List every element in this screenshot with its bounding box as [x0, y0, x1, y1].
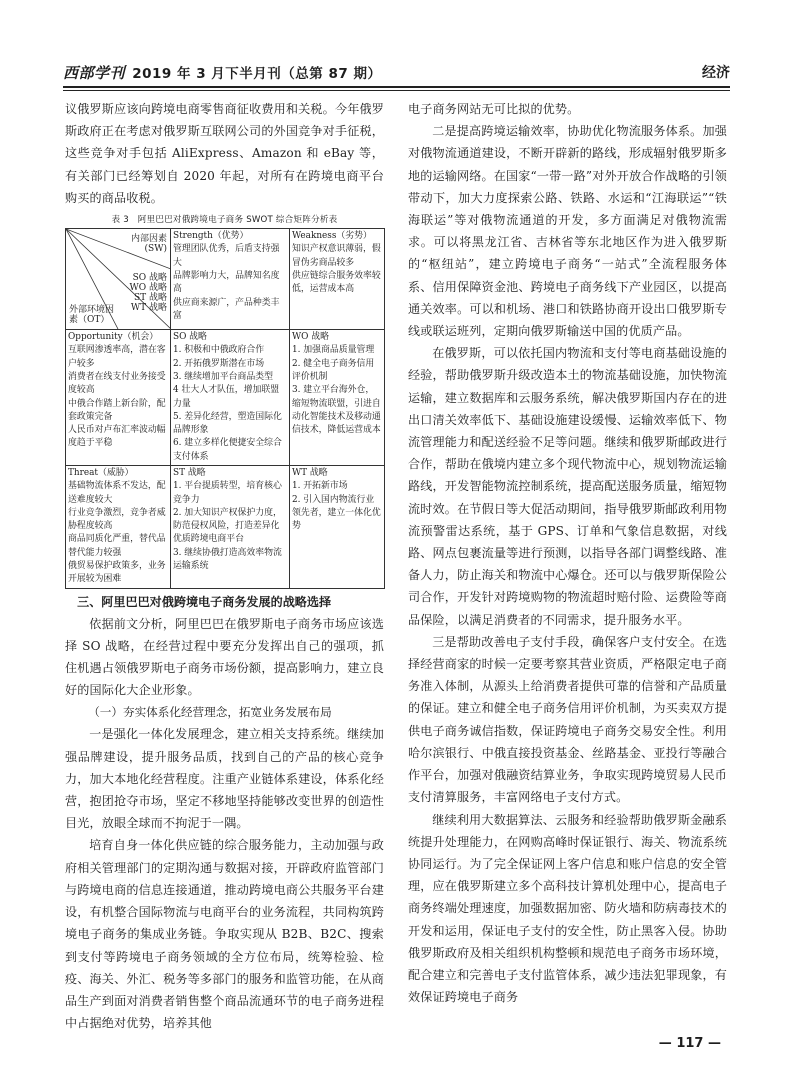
- so-item: 5. 差异化经营，塑造国际化品牌形象: [173, 411, 282, 436]
- intro-paragraph: 议俄罗斯应该向跨境电商零售商征收费用和关税。今年俄罗斯政府正在考虑对俄罗斯互联网公司的外国竞争对手征税，这些竞争对手包括 AliExpress、Amazon 和 eBay 等，有关部门已经筹划自 2020 年起，对所有在跨境电商平台购买的商品收税。: [65, 102, 384, 205]
- opportunity-item: 人民币对卢布汇率波动幅度趋于平稳: [68, 425, 166, 449]
- swot-table: [65, 228, 385, 589]
- st-item: 3. 继续协俄打造高效率物流运输系统: [173, 547, 282, 572]
- weakness-cell: [290, 229, 385, 330]
- threat-item: 基础物流体系不发达，配送难度较大: [68, 481, 166, 505]
- wo-item: 1. 加强商品质量管理: [292, 345, 375, 356]
- header-rule: [63, 86, 730, 88]
- strategy-label-st: ST 战略: [133, 293, 167, 304]
- opportunity-title: Opportunity（机会）: [68, 332, 159, 343]
- right-column: [408, 98, 727, 1008]
- st-strategy-cell: [171, 465, 290, 588]
- journal-masthead: [63, 62, 381, 83]
- paragraph-big-data: 继续利用大数据算法、云服务和经验帮助俄罗斯金融系统提升处理能力，在网购高峰时保证银行、海关、物流系统协同运行。为了完全保证网上客户信息和账户信息的安全管理，应在俄罗斯建立多个高科技计算机处理中心，提高电子商务终端处理速度，加强数据加密、防火墙和防病毒技术的开发和运用，保证电子支付的安全性，防止黑客入侵。协助俄罗斯政府及相关组织机构整顿和规范电子商务市场环境，配合建立和完善电子支付监管体系，减少违法犯罪现象，有效保证跨境电子商务: [408, 812, 727, 1005]
- st-title: ST 战略: [173, 467, 206, 478]
- paragraph-russia-logistics: 在俄罗斯，可以依托国内物流和支付等电商基础设施的经验，帮助俄罗斯升级改造本土的物流基础设施，加快物流运输，建立数据库和云服务系统，解决俄罗斯国内存在的进出口清关效率低下、基础设施建设缓慢、运输效率低下、物流管理能力和配送经验不足等问题。继续和俄罗斯邮政进行合作，帮助在俄境内建立多个现代物流中心，规划物流运输路线，开发智能物流控制系统，提高配送服务质量，缩短物流时效。在节假日等大促活动期间，指导俄罗斯邮政利用物流预警雷达系统，基于 GPS、订单和气象信息数据，对线路、网点包裹流量等进行预测，以指导各部门调整线路、准备人力，防止海关和物流中心爆仓。还可以与俄罗斯保险公司合作，开发针对跨境购物的物流超时赔付险、运费险等商品保险，以满足消费者的不同需求，提升服务水平。: [408, 346, 727, 627]
- paragraph-first-point: 一是强化一体化发展理念，建立相关支持系统。继续加强品牌建设，提升服务品质，找到自己的产品的核心竞争力，加大本地化经营程度。注重产业链体系建设，体系化经营，抱团抢夺市场，坚定不移地坚持能够改变世界的创造性目光，放眼全球而不拘泥于一隅。: [65, 727, 384, 831]
- section-label: 经济: [702, 65, 730, 81]
- weakness-item: 知识产权意识薄弱，假冒伪劣商品较多: [292, 244, 381, 268]
- paragraph-third-point: 三是帮助改善电子支付手段，确保客户支付安全。在选择经营商家的时候一定要考察其营业资质，严格限定电子商务准入体制，从源头上给消费者提供可靠的信誉和产品质量的保证。建立和健全电子商务信用评价机制，为买卖双方提供电子商务诚信指数，保证跨境电子商务交易安全性。利用哈尔滨银行、中俄直接投资基金、丝路基金、亚投行等融合作平台，加强对俄融资结算业务，争取实现跨境贸易人民币支付清算服务，丰富网络电子支付方式。: [408, 634, 727, 805]
- table-corner-cell: [66, 229, 171, 330]
- internal-factor-label: 内部因素(SW): [130, 234, 167, 255]
- paragraph-second-point: 二是提高跨境运输效率，协助优化物流服务体系。加强对俄物流通道建设，不断开辟新的路线，形成辐射俄罗斯多地的运输网络。在国家“一带一路”对外开放合作战略的引领带动下，加大力度探索公路、铁路、水运和“江海联运”“铁海联运”等对俄物流通道的开发，多方面满足对俄物流需求。可以将黑龙江省、吉林省等东北地区作为进入俄罗斯的“枢纽站”，建立跨境电子商务“一站式”全流程服务体系、信用保障资金池、跨境电子商务线下产业园区，以提高通关效率。可以和机场、港口和铁路协商开设出口俄罗斯专线或联运班列，定期向俄罗斯输送中国的优质产品。: [408, 124, 727, 339]
- opportunity-item: 中俄合作踏上新台阶，配套政策完备: [68, 398, 166, 422]
- strategy-label-wt: WT 战略: [130, 303, 167, 314]
- external-factor-label: 外部环境因素（OT）: [69, 305, 115, 326]
- wo-item: 3. 建立平台海外仓，缩短物流联盟，引进自动化智能技术及移动通信技术，降低运营成本: [292, 385, 381, 436]
- opportunity-item: 互联网渗透率高，潜在客户较多: [68, 345, 166, 369]
- wt-title: WT 战略: [292, 467, 328, 478]
- st-item: 2. 加大知识产权保护力度，防范侵权风险，打造差异化优质跨境电商平台: [173, 507, 282, 545]
- threat-cell: [66, 465, 171, 588]
- wt-item: 2. 引入国内物流行业领先者，建立一体化优势: [292, 494, 381, 532]
- weakness-title: Weakness（劣势）: [292, 231, 372, 242]
- weakness-item: 供应链综合服务效率较低，运营成本高: [292, 270, 381, 295]
- strength-title: Strength（优势）: [173, 231, 249, 242]
- so-item: 1. 积极和中俄政府合作: [173, 345, 265, 356]
- strength-item: 管理团队优秀，后盾支持强大: [173, 244, 280, 268]
- strength-item: 供应商来源广，产品种类丰富: [173, 297, 280, 321]
- section-heading-3: 三、阿里巴巴对俄跨境电子商务发展的战略选择: [77, 594, 332, 609]
- page-number: — 117 —: [658, 1036, 721, 1051]
- so-strategy-paragraph: 依据前文分析，阿里巴巴在俄罗斯电子商务市场应该选择 SO 战略，在经营过程中要充分发挥出自己的强项，抓住机遇占领俄罗斯电子商务市场份额，提高影响力，建立良好的国际化大企业形象。: [65, 616, 384, 698]
- strategy-label-so: SO 战略: [132, 273, 167, 284]
- wo-strategy-cell: [290, 330, 385, 466]
- so-item: 4 壮大人才队伍，增加联盟力量: [173, 385, 280, 409]
- so-item: 3. 继续增加平台商品类型: [173, 371, 274, 382]
- header-rule-thin: [63, 90, 730, 91]
- issue-info: 2019 年 3 月下半月刊（总第 87 期）: [132, 66, 382, 82]
- strategy-label-wo: WO 战略: [129, 283, 167, 294]
- wo-item: 2. 健全电子商务信用评价机制: [292, 358, 375, 382]
- opportunity-cell: [66, 330, 171, 466]
- wt-item: 1. 开拓新市场: [292, 481, 348, 492]
- subsection-heading-1: （一）夯实体系化经营理念，拓宽业务发展布局: [88, 705, 332, 720]
- so-title: SO 战略: [173, 332, 207, 343]
- threat-item: 商品同质化严重，替代品替代能力较强: [68, 534, 166, 558]
- strength-cell: [171, 229, 290, 330]
- journal-logo: 西部学刊: [63, 64, 126, 82]
- so-item: 2. 开拓俄罗斯潜在市场: [173, 358, 265, 369]
- continued-paragraph: 电子商务网站无可比拟的优势。: [408, 102, 580, 116]
- so-strategy-cell: [171, 330, 290, 466]
- threat-item: 行业竞争激烈，竞争者威胁程度较高: [68, 507, 166, 532]
- opportunity-item: 消费者在线支付业务接受度较高: [68, 371, 166, 396]
- paragraph-supply-chain: 培育自身一体化供应链的综合服务能力，主动加强与政府相关管理部门的定期沟通与数据对接，开辟政府监管部门与跨境电商的信息连接通道，推动跨境电商公共服务平台建设，有机整合国际物流与电商平台的业务流程，共同构筑跨境电子商务的集成业务链。争取实现从 B2B、B2C、搜索到支付等跨境电子商务领域的全方位布局，统筹检验、检疫、海关、外汇、税务等多部门的服务和监管功能，在从商品生产到面对消费者销售整个商品流通环节的电子商务进程中占据绝对优势，培养其他: [65, 838, 384, 1031]
- threat-item: 俄贸易保护政策多，业务开展较为困难: [68, 561, 166, 585]
- st-item: 1. 平台提质转型，培育核心竞争力: [173, 481, 282, 505]
- wo-title: WO 战略: [292, 332, 329, 343]
- so-item: 6. 建立多样化便捷安全综合支付体系: [173, 438, 282, 462]
- page-header: [63, 62, 730, 84]
- left-column: [65, 98, 384, 1034]
- table-caption: 表 3 阿里巴巴对俄跨境电子商务 SWOT 综合矩阵分析表: [111, 215, 338, 226]
- threat-title: Threat（威胁）: [68, 467, 134, 478]
- wt-strategy-cell: [290, 465, 385, 588]
- strength-item: 品牌影响力大，品牌知名度高: [173, 270, 280, 295]
